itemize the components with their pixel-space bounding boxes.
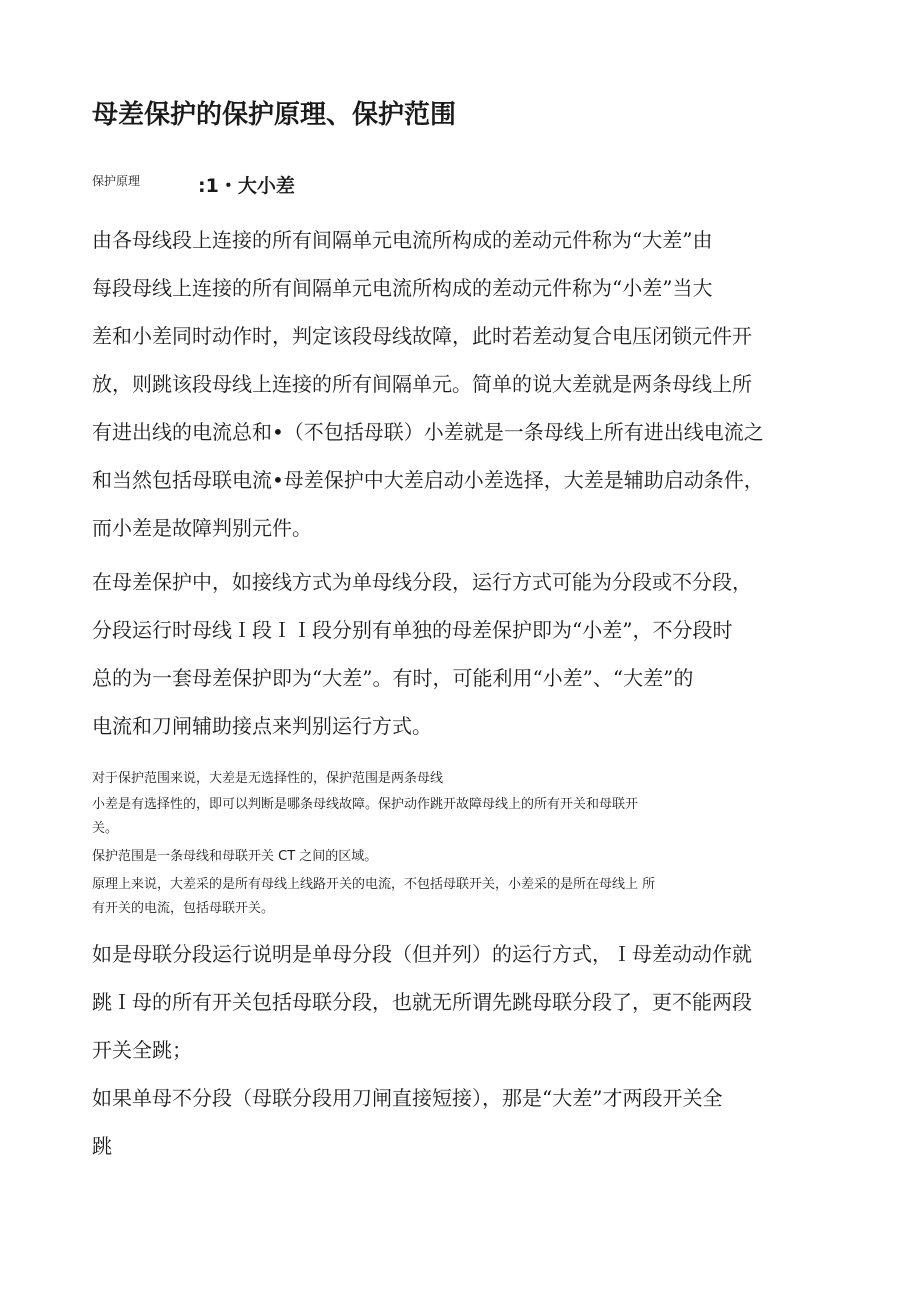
paragraph-line: 在母差保护中，如接线方式为单母线分段，运行方式可能为分段或不分段， [92, 570, 752, 594]
section-subheading [92, 170, 295, 202]
paragraph-line: 差和小差同时动作时，判定该段母线故障，此时若差动复合电压闭锁元件开 [92, 324, 752, 348]
paragraph-line: 有进出线的电流总和•（不包括母联）小差就是一条母线上所有进出线电流之 [92, 420, 764, 444]
paragraph-line: 如是母联分段运行说明是单母分段（但并列）的运行方式，Ｉ母差动动作就 [92, 942, 752, 966]
paragraph-line: 开关全跳； [92, 1038, 192, 1062]
paragraph-line: 分段运行时母线Ｉ段ＩＩ段分别有单独的母差保护即为“小差”，不分段时 [92, 618, 733, 642]
paragraph-line: 跳 [92, 1134, 112, 1158]
note-line: 有开关的电流，包括母联开关。 [92, 901, 275, 916]
paragraph-line: 跳Ｉ母的所有开关包括母联分段，也就无所谓先跳母联分段了，更不能两段 [92, 990, 752, 1014]
paragraph-line: 每段母线上连接的所有间隔单元电流所构成的差动元件称为“小差”当大 [92, 276, 713, 300]
note-line: 原理上来说，大差采的是所有母线上线路开关的电流，不包括母联开关，小差采的是所在母线上 所 [92, 877, 656, 892]
paragraph-line: 总的为一套母差保护即为“大差”。有时，可能利用“小差”、“大差”的 [92, 666, 694, 690]
subheading-value: :1・大小差 [198, 175, 295, 197]
paragraph-line: 和当然包括母联电流•母差保护中大差启动小差选择，大差是辅助启动条件， [92, 468, 764, 492]
paragraph-line: 由各母线段上连接的所有间隔单元电流所构成的差动元件称为“大差”由 [92, 228, 713, 252]
subheading-label: 保护原理 [92, 174, 141, 188]
note-line: 保护范围是一条母线和母联开关 CT 之间的区域。 [92, 849, 378, 864]
note-line: 关。 [92, 821, 119, 836]
document-title: 母差保护的保护原理、保护范围 [92, 100, 457, 130]
note-line: 对于保护范围来说，大差是无选择性的，保护范围是两条母线 [92, 771, 444, 786]
paragraph-line: 如果单母不分段（母联分段用刀闸直接短接），那是“大差”才两段开关全 [92, 1086, 723, 1110]
note-line: 小差是有选择性的，即可以判断是哪条母线故障。保护动作跳开故障母线上的所有开关和母联开 [92, 797, 639, 812]
paragraph-line: 放，则跳该段母线上连接的所有间隔单元。简单的说大差就是两条母线上所 [92, 372, 752, 396]
paragraph-line: 电流和刀闸辅助接点来判别运行方式。 [92, 714, 432, 738]
paragraph-line: 而小差是故障判别元件。 [92, 516, 312, 540]
